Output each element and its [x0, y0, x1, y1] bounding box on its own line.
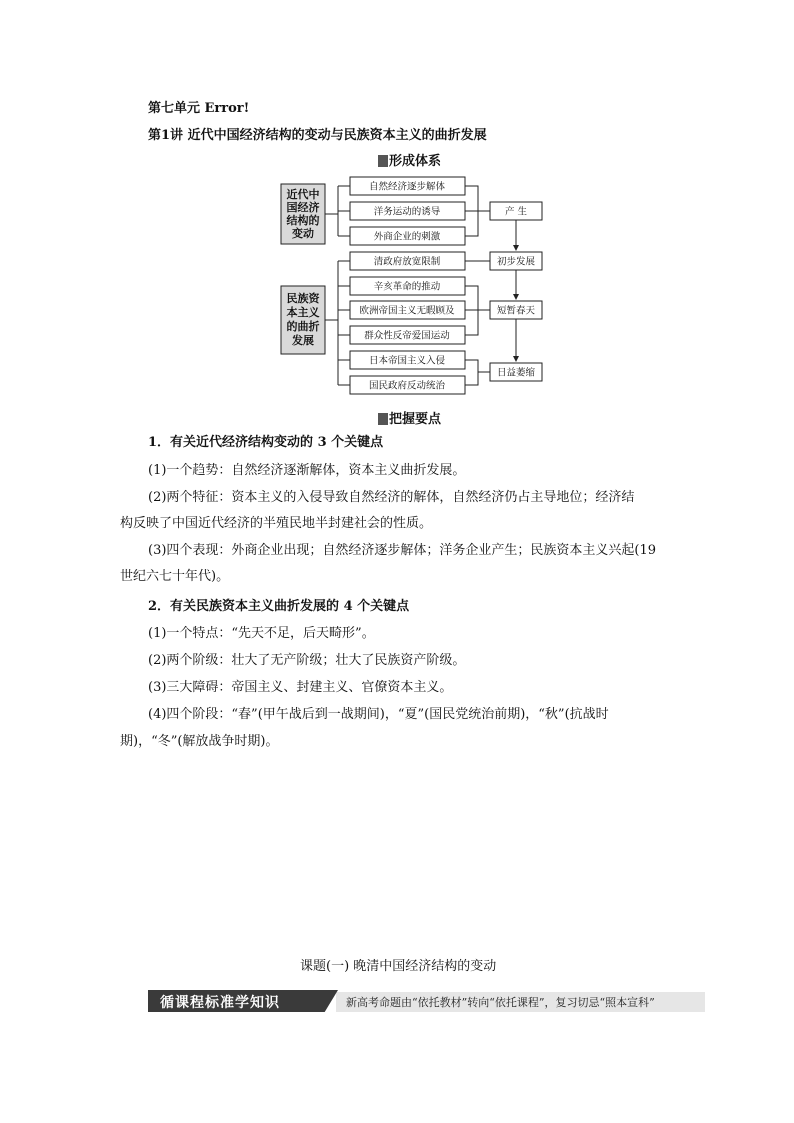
- point-line: 世纪六七十年代)。: [120, 569, 230, 584]
- point-line: (4)四个阶段：“春”(甲午战后到一战期间)，“夏”(国民党统治前期)，“秋”(抗战时: [148, 707, 609, 722]
- point-line: (2)两个特征：资本主义的入侵导致自然经济的解体，自然经济仍占主导地位；经济结: [148, 490, 635, 505]
- stage-text: 短暂春天: [496, 305, 536, 317]
- section-heading-text: 形成体系: [389, 154, 442, 169]
- unit-title: 第七单元 Error!: [148, 101, 250, 116]
- group1-label-line: 近代中: [286, 188, 320, 201]
- structure-diagram: [276, 174, 556, 396]
- section-marker-icon: [378, 155, 388, 167]
- stage-text: 初步发展: [496, 256, 536, 268]
- group2-label-line: 发展: [292, 334, 314, 347]
- point-line: (3)三大障碍：帝国主义、封建主义、官僚资本主义。: [148, 680, 453, 695]
- group2-label-line: 民族资: [286, 292, 320, 305]
- group1-label-line: 国经济: [286, 201, 320, 214]
- group1-label-line: 结构的: [286, 214, 320, 227]
- point-line: (3)四个表现：外商企业出现；自然经济逐步解体；洋务企业产生；民族资本主义兴起(19: [148, 543, 657, 558]
- g2-item-text: 群众性反帝爱国运动: [364, 330, 450, 342]
- stage-text: 日益萎缩: [496, 367, 536, 379]
- banner-label: 循课程标准学知识: [160, 995, 280, 1011]
- g2-item-text: 辛亥革命的推动: [373, 281, 441, 293]
- point-line: 期)，“冬”(解放战争时期)。: [120, 734, 279, 749]
- g2-item-text: 清政府放宽限制: [373, 256, 441, 268]
- group1-label-line: 变动: [292, 227, 314, 240]
- section-heading-text: 把握要点: [389, 412, 442, 427]
- banner-note: 新高考命题由“依托教材”转向“依托课程”，复习切忌“照本宣科”: [346, 996, 655, 1009]
- lecture-title: 第1讲 近代中国经济结构的变动与民族资本主义的曲折发展: [148, 128, 487, 143]
- section-marker-icon: [378, 413, 388, 425]
- group2-label-line: 的曲折: [286, 320, 320, 333]
- g1-item-text: 洋务运动的诱导: [373, 206, 441, 218]
- g2-item-text: 国民政府反动统治: [368, 380, 446, 392]
- point-heading: 2．有关民族资本主义曲折发展的 4 个关键点: [148, 599, 410, 614]
- g2-item-text: 日本帝国主义入侵: [368, 355, 446, 367]
- point-line: (1)一个趋势：自然经济逐渐解体，资本主义曲折发展。: [148, 463, 466, 478]
- point-line: 构反映了中国近代经济的半殖民地半封建社会的性质。: [120, 516, 433, 531]
- section-heading-system: [378, 150, 441, 169]
- g1-item-text: 自然经济逐步解体: [368, 181, 446, 193]
- point-line: (2)两个阶级：壮大了无产阶级；壮大了民族资产阶级。: [148, 653, 466, 668]
- section-banner: [148, 990, 705, 1012]
- section-heading-points: [378, 408, 441, 427]
- stage-text: 产 生: [504, 206, 528, 218]
- lesson-title: 课题(一) 晚清中国经济结构的变动: [300, 959, 497, 974]
- g2-item-text: 欧洲帝国主义无暇顾及: [359, 305, 455, 317]
- point-line: (1)一个特点：“先天不足，后天畸形”。: [148, 626, 375, 641]
- point-heading: 1．有关近代经济结构变动的 3 个关键点: [148, 435, 384, 450]
- group2-label-line: 本主义: [286, 306, 320, 319]
- g1-item-text: 外商企业的刺激: [373, 231, 441, 243]
